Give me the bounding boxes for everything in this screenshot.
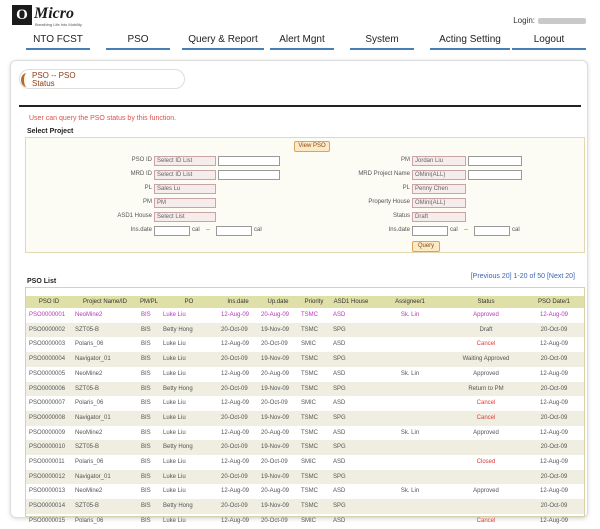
table-cell: ASD [333,488,346,495]
table-row[interactable] [26,455,584,470]
table-cell: TSMC [301,385,318,392]
table-cell: ASD [333,517,346,524]
filter-left-select-4[interactable]: PM [154,198,216,208]
pso-table [25,287,585,524]
filter-right-date-from[interactable] [412,226,448,236]
table-cell: 20-Aug-09 [261,429,290,436]
breadcrumb-page: Status [32,79,55,88]
table-row[interactable] [26,411,584,426]
table-cell: 20-Oct-09 [540,473,568,480]
table-cell: SZT05-B [75,326,100,333]
table-cell: TSMC [301,312,318,318]
login-user-name-redacted [538,18,586,24]
pso-list-label: PSO List [27,278,57,285]
table-cell: Betty Hong [163,444,193,451]
table-cell: 20-Oct-09 [221,473,248,480]
table-cell: 20-Oct-09 [540,503,568,510]
table-row[interactable] [26,352,584,367]
table-cell: Navigator_01 [75,414,111,421]
filter-right-select-3[interactable]: Penny Chen [412,184,466,194]
filter-left-date-to[interactable] [216,226,252,236]
table-cell: PSO0000006 [29,385,66,392]
filter-right-label-5: Status [392,213,410,219]
filter-right-label-6: Ins.date [388,227,410,233]
table-cell: BIS [141,385,151,392]
table-cell: SZT05-B [75,503,100,510]
table-cell: 12-Aug-09 [221,312,250,318]
table-cell: ASD [333,400,346,407]
filter-right-select-5[interactable]: Draft [412,212,466,222]
filter-left-input-2[interactable] [218,170,280,180]
table-cell: PSO0000002 [29,326,66,333]
table-cell: TSMC [301,414,318,421]
table-cell: BIS [141,488,151,495]
logo-tagline: Breathing Life into Mobility [35,22,82,27]
table-cell: Cancel [476,341,496,348]
table-cell: 19-Nov-09 [261,503,290,510]
table-cell: Luke Liu [163,429,186,436]
table-cell: Luke Liu [163,341,186,348]
filter-left-select-1[interactable]: Select ID List [154,156,216,166]
table-cell: Polaris_06 [75,400,104,407]
filter-left-label-1: PSO ID [131,157,152,163]
table-cell: Luke Liu [163,370,186,377]
column-header-4[interactable]: PO [184,299,194,305]
filter-right-select-2[interactable]: OMini(ALL) [412,170,466,180]
table-cell: 20-Oct-09 [540,444,568,451]
table-cell: 12-Aug-09 [539,459,569,465]
table-cell: PSO0000007 [29,400,66,407]
login-label: Login: [513,16,535,25]
table-cell: Sk. Lin [400,429,420,436]
nav-item-7[interactable]: Logout [512,32,586,50]
table-cell: TSMC [301,444,318,451]
table-cell: Polaris_06 [75,459,104,465]
table-cell: 12-Aug-09 [539,517,569,524]
table-cell: Betty Hong [163,503,193,510]
table-cell: NeoMine2 [75,312,103,318]
column-header-7[interactable]: Priority [304,299,324,305]
query-button[interactable]: Query [412,241,440,252]
table-cell [372,499,448,514]
table-cell: SPG [333,385,346,392]
nav-item-2[interactable]: PSO [106,32,170,50]
breadcrumb [19,69,185,89]
table-cell: TSMC [301,370,318,377]
table-cell: TSMC [301,503,318,510]
table-cell: SPG [333,356,346,363]
table-cell: 12-Aug-09 [221,370,250,377]
table-cell: PSO0000010 [29,444,66,451]
table-cell: TSMC [301,326,318,333]
table-cell: Sk. Lin [400,370,420,377]
table-cell: 20-Oct-09 [540,356,568,363]
table-cell: PSO0000014 [29,503,66,510]
table-cell: 19-Nov-09 [261,414,290,421]
date-range-separator: -- [464,227,468,233]
table-cell: Luke Liu [163,473,186,480]
date-range-separator: -- [206,227,210,233]
table-cell: Navigator_01 [75,473,111,480]
table-cell [372,352,448,367]
nav-item-1[interactable]: NTO FCST [26,32,90,50]
table-cell: 19-Nov-09 [261,356,290,363]
table-cell: BIS [141,341,151,348]
table-cell [372,411,448,426]
column-header-2[interactable]: Project Name/ID [82,299,127,305]
table-cell: 20-Oct-09 [221,444,248,451]
table-cell: Closed [476,459,496,465]
table-row[interactable] [26,426,584,441]
table-cell [372,337,448,352]
table-cell: 20-Oct-09 [261,517,288,524]
table-cell [448,470,524,485]
table-cell: BIS [141,459,151,465]
view-pso-button[interactable]: View PSO [294,141,330,152]
table-cell: SMIC [301,459,316,465]
column-header-1[interactable]: PSO ID [38,299,60,305]
table-cell: ASD [333,312,346,318]
filter-left-input-1[interactable] [218,156,280,166]
table-cell: BIS [141,429,151,436]
column-header-9[interactable]: Assignee/1 [395,299,425,305]
table-cell: Sk. Lin [400,488,420,495]
table-cell: 20-Oct-09 [540,326,568,333]
main-panel [10,60,588,524]
table-cell: SPG [333,414,346,421]
select-project-label: Select Project [27,128,74,135]
table-cell: PSO0000011 [29,459,65,465]
calendar-icon[interactable]: cal [254,227,262,233]
table-cell: PSO0000008 [29,414,66,421]
table-cell: BIS [141,312,151,318]
table-cell: PSO0000009 [29,429,66,436]
calendar-icon[interactable]: cal [450,227,458,233]
table-cell: SMIC [301,517,316,524]
table-row[interactable] [26,514,584,529]
table-cell: Luke Liu [163,356,186,363]
table-cell: BIS [141,370,151,377]
table-cell: PSO0000012 [29,473,66,480]
table-cell: 20-Oct-09 [221,326,248,333]
table-cell: PSO0000013 [29,488,66,495]
table-row[interactable] [26,396,584,411]
filter-right-label-1: PM [401,157,410,163]
table-cell: 20-Aug-09 [261,488,290,495]
table-cell [448,499,524,514]
filter-left-select-5[interactable]: Select List [154,212,216,222]
table-row[interactable] [26,323,584,338]
table-cell [372,440,448,455]
column-header-6[interactable]: Up.date [267,299,289,305]
filter-right-label-3: PL [402,185,410,191]
table-cell: 12-Aug-09 [221,341,250,348]
table-cell: SMIC [301,341,316,348]
table-cell: 12-Aug-09 [221,400,250,407]
table-row[interactable] [26,484,584,499]
table-cell: Luke Liu [163,517,186,524]
table-cell: 20-Aug-09 [261,370,290,377]
column-header-8[interactable]: ASD1 House [333,299,369,305]
main-nav [26,32,586,50]
intro-text: User can query the PSO status by this function. [29,115,177,122]
table-cell: BIS [141,517,151,524]
nav-item-5[interactable]: System [350,32,414,50]
table-row[interactable] [26,308,584,323]
table-cell: 12-Aug-09 [221,517,250,524]
filter-left-date-from[interactable] [154,226,190,236]
omicro-logo [12,5,102,29]
table-cell [448,440,524,455]
table-cell: Luke Liu [163,459,186,465]
table-cell: TSMC [301,356,318,363]
logo-word: Micro [34,5,74,22]
table-cell: 20-Aug-09 [261,312,290,318]
column-header-3[interactable]: PM/PL [139,299,158,305]
nav-item-4[interactable]: Alert Mgnt [270,32,334,50]
table-cell: Draft [479,326,493,333]
table-row[interactable] [26,382,584,397]
table-cell: BIS [141,473,151,480]
table-cell: SPG [333,326,346,333]
table-cell: 12-Aug-09 [221,488,250,495]
table-cell: Polaris_06 [75,341,104,348]
table-cell: NeoMine2 [75,370,103,377]
table-cell: Navigator_01 [75,356,111,363]
table-cell: BIS [141,356,151,363]
table-cell: SPG [333,503,346,510]
table-cell: SPG [333,473,346,480]
table-cell: BIS [141,503,151,510]
nav-item-6[interactable]: Acting Setting [430,32,510,50]
filter-right-input-2[interactable] [468,170,522,180]
table-cell: Betty Hong [163,385,193,392]
table-cell: Luke Liu [163,400,186,407]
column-header-11[interactable]: PSO Date/1 [537,299,570,305]
table-cell: NeoMine2 [75,429,103,436]
table-cell [372,382,448,397]
filter-left-label-5: ASD1 House [117,213,152,219]
table-cell: SPG [333,444,346,451]
table-cell: Cancel [476,414,496,421]
table-cell: Cancel [476,517,496,524]
table-cell: PSO0000003 [29,341,66,348]
table-cell: BIS [141,326,151,333]
calendar-icon[interactable]: cal [192,227,200,233]
table-cell: 19-Nov-09 [261,473,290,480]
table-cell: TSMC [301,488,318,495]
table-cell: Approved [473,312,499,318]
table-cell: 20-Oct-09 [221,385,248,392]
table-cell: Approved [473,488,499,495]
nav-item-3[interactable]: Query & Report [182,32,264,50]
filter-left-label-2: MRD ID [130,171,152,177]
table-cell: 20-Oct-09 [261,459,288,465]
table-cell: 12-Aug-09 [539,312,569,318]
table-cell: Approved [473,370,499,377]
table-cell: 12-Aug-09 [539,341,569,348]
table-cell: 20-Oct-09 [221,503,248,510]
table-cell: 19-Nov-09 [261,444,290,451]
table-cell: SZT05-B [75,385,100,392]
table-cell: 12-Aug-09 [539,400,569,407]
table-cell: ASD [333,370,346,377]
table-cell: ASD [333,341,346,348]
table-cell: SMIC [301,400,316,407]
table-cell: 20-Oct-09 [221,414,248,421]
table-cell: PSO0000005 [29,370,66,377]
table-cell: 20-Oct-09 [540,414,568,421]
breadcrumb-path: PSO -- PSO [32,71,76,80]
calendar-icon[interactable]: cal [512,227,520,233]
table-cell: Betty Hong [163,326,193,333]
table-cell [372,323,448,338]
filter-right-select-4[interactable]: OMini(ALL) [412,198,466,208]
filter-right-select-1[interactable]: Jordan Liu [412,156,466,166]
pager[interactable]: [Previous 20] 1-20 of 50 [Next 20] [470,273,575,280]
table-cell: 20-Oct-09 [261,400,288,407]
table-cell: 12-Aug-09 [539,370,569,377]
filter-right-input-1[interactable] [468,156,522,166]
table-cell: Polaris_06 [75,517,104,524]
table-cell: BIS [141,414,151,421]
table-cell: ASD [333,459,346,465]
table-row[interactable] [26,367,584,382]
table-cell: TSMC [301,429,318,436]
table-row[interactable] [26,440,584,455]
filter-right-date-to[interactable] [474,226,510,236]
table-cell: Cancel [476,400,496,407]
table-cell: 19-Nov-09 [261,326,290,333]
table-row[interactable] [26,499,584,514]
table-cell: BIS [141,400,151,407]
table-cell: 20-Oct-09 [221,356,248,363]
table-cell [372,396,448,411]
table-cell [372,514,448,529]
filter-left-label-4: PM [143,199,152,205]
column-header-5[interactable]: Ins.date [227,299,249,305]
table-cell: PSO0000004 [29,356,66,363]
table-cell: 19-Nov-09 [261,385,290,392]
filter-form [25,137,585,253]
table-cell [372,455,448,470]
table-cell: Waiting Approved [462,356,510,363]
table-cell: PSO0000001 [29,312,66,318]
table-row[interactable] [26,337,584,352]
table-cell: Return to PM [468,385,504,392]
table-cell: 12-Aug-09 [221,459,250,465]
table-cell: Approved [473,429,499,436]
table-cell: Luke Liu [163,312,186,318]
logo-mark: O [12,5,32,25]
table-cell: 20-Oct-09 [540,385,568,392]
table-cell: NeoMine2 [75,488,103,495]
filter-left-select-3[interactable]: Sales Lu [154,184,216,194]
table-cell: TSMC [301,473,318,480]
filter-right-label-4: Property House [368,199,410,205]
table-cell: 12-Aug-09 [539,429,569,436]
table-cell: 20-Oct-09 [261,341,288,348]
login-info [513,16,586,25]
filter-left-select-2[interactable]: Select ID List [154,170,216,180]
filter-left-label-6: Ins.date [130,227,152,233]
filter-right-label-2: MRD Project Name [358,171,410,177]
filter-left-label-3: PL [144,185,152,191]
table-cell: ASD [333,429,346,436]
table-cell: BIS [141,444,151,451]
table-cell: 12-Aug-09 [221,429,250,436]
table-cell: Luke Liu [163,488,186,495]
table-header [26,296,584,308]
table-cell: SZT05-B [75,444,100,451]
header-divider [19,105,581,107]
column-header-10[interactable]: Status [477,299,495,305]
table-cell [372,470,448,485]
table-cell: Luke Liu [163,414,186,421]
table-cell: PSO0000015 [29,517,66,524]
table-cell: Sk. Lin [400,312,420,318]
table-cell: 12-Aug-09 [539,488,569,495]
table-row[interactable] [26,470,584,485]
